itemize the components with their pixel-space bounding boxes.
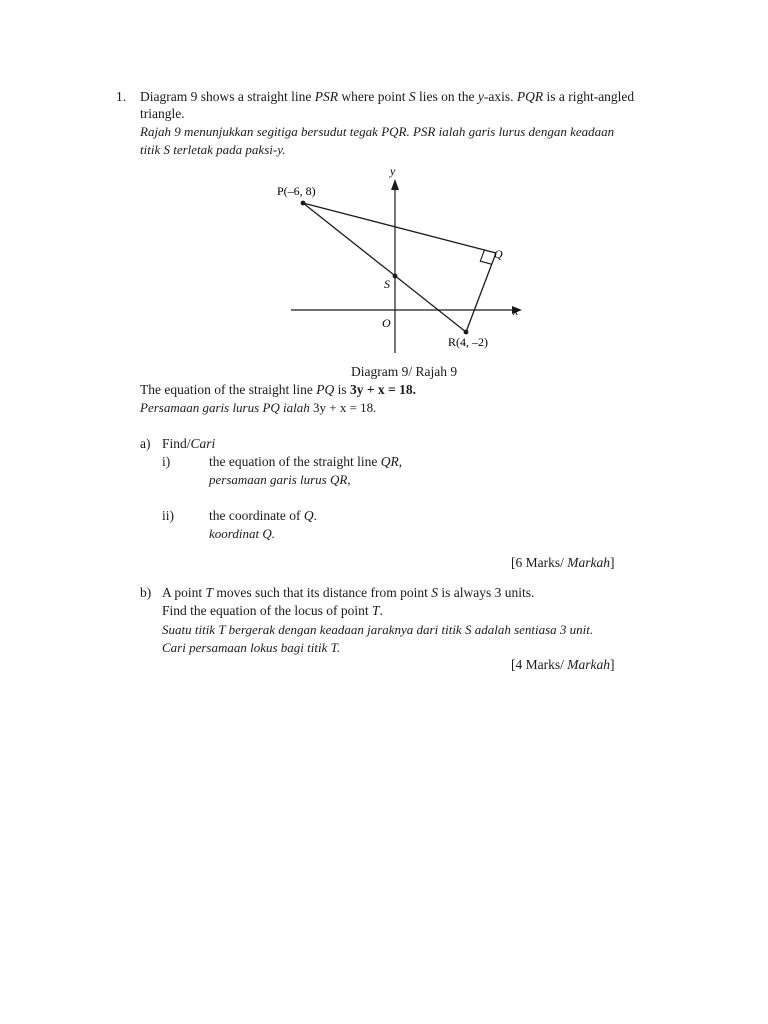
point-p-label: P(–6, 8) — [277, 184, 316, 198]
text-run: the equation of the straight line — [209, 454, 381, 469]
part-b-line2-malay — [162, 639, 340, 656]
text-run: is always 3 units. — [438, 585, 535, 600]
text-run: . — [406, 124, 413, 139]
text-run: Diagram 9 shows a straight line — [140, 89, 315, 104]
text-run: lies on the — [415, 89, 478, 104]
math-term: PQ — [262, 400, 280, 415]
math-term: PSR — [412, 124, 436, 139]
point-s-label: S — [384, 277, 390, 291]
math-term: QR — [330, 472, 348, 487]
text-run: . — [336, 640, 341, 655]
point-s — [393, 274, 398, 279]
part-a-ii-english — [209, 507, 317, 524]
math-term: S — [408, 89, 416, 104]
line-pq — [303, 203, 496, 253]
text-run: is — [334, 382, 350, 397]
point-p — [301, 201, 306, 206]
text-run: adalah sentiasa 3 unit. — [471, 622, 594, 637]
math-term: QR — [380, 454, 399, 469]
text-run: persamaan garis lurus — [209, 472, 330, 487]
intro-malay — [140, 123, 614, 140]
text-run: ialah garis lurus dengan keadaan — [435, 124, 615, 139]
part-a-i-malay — [209, 471, 351, 488]
part-a-i-label: i) — [162, 454, 171, 469]
part-a-label: a) — [140, 436, 151, 451]
text-run: . — [271, 526, 275, 541]
text-run: moves such that its distance from point — [213, 585, 432, 600]
math-term: T — [205, 585, 214, 600]
text-run: is a right-angled — [543, 89, 635, 104]
math-term: T — [371, 603, 380, 618]
equation-term: 3y + x = 18 — [313, 400, 374, 415]
text-run: . — [379, 603, 383, 618]
text-run: ialah — [279, 400, 314, 415]
intro-malay-line2: titik S terletak pada paksi-y. — [140, 142, 286, 157]
text-run: -axis. — [483, 89, 517, 104]
text-run: ] — [610, 657, 615, 672]
text-run: ] — [610, 555, 615, 570]
given-english — [140, 381, 416, 398]
text-run: koordinat — [209, 526, 263, 541]
text-run: Rajah 9 menunjukkan segitiga bersudut tegak — [140, 124, 382, 139]
math-term: S — [464, 622, 472, 637]
question-number: 1. — [116, 89, 127, 104]
intro-english-line2: triangle. — [140, 106, 185, 121]
given-malay — [140, 399, 376, 416]
point-r-label: R(4, –2) — [448, 335, 488, 349]
math-term: Q — [262, 526, 272, 541]
text-run: A point — [162, 585, 206, 600]
part-a-find: Find/Cari — [162, 436, 216, 451]
line-psr — [303, 203, 466, 332]
part-a-ii-label: ii) — [162, 508, 174, 523]
part-a-marks — [511, 554, 615, 571]
intro-english — [140, 88, 634, 105]
math-term: PQR — [381, 124, 407, 139]
diagram-caption: Diagram 9/ Rajah 9 — [351, 364, 458, 379]
text-run: [6 Marks/ — [511, 555, 568, 570]
math-term: S — [431, 585, 438, 600]
text-run: the coordinate of — [209, 508, 304, 523]
text-run: , — [398, 454, 403, 469]
text-run: Persamaan garis lurus — [140, 400, 263, 415]
text-run: Find the equation of the locus of point — [162, 603, 372, 618]
origin-label: O — [382, 316, 391, 330]
part-b-line1-english — [162, 584, 534, 601]
math-term: PQR — [516, 89, 544, 104]
diagram-9 — [270, 160, 530, 360]
italic-term: Markah — [567, 555, 610, 570]
text-run: where point — [337, 89, 409, 104]
math-term: y — [477, 89, 484, 104]
line-qr — [466, 253, 496, 332]
math-term: Q — [303, 508, 314, 523]
part-b-line2-english — [162, 602, 383, 619]
text-run: . — [373, 400, 377, 415]
equation-term: 3y + x = 18. — [349, 382, 416, 397]
y-axis-arrow — [391, 179, 399, 190]
text-run: [4 Marks/ — [511, 657, 568, 672]
text-run: Suatu titik — [162, 622, 219, 637]
point-r — [464, 330, 469, 335]
part-b-label: b) — [140, 585, 152, 600]
y-axis-label: y — [390, 164, 396, 178]
part-b-line1-malay — [162, 621, 593, 638]
math-term: T — [218, 622, 226, 637]
math-term: PSR — [314, 89, 338, 104]
x-axis-label: x — [513, 304, 519, 318]
point-q-label: Q — [494, 247, 503, 261]
text-run: . — [313, 508, 317, 523]
text-run: The equation of the straight line — [140, 382, 317, 397]
math-term: T — [330, 640, 337, 655]
italic-term: Markah — [567, 657, 610, 672]
text-run: bergerak dengan keadaan jaraknya dari titik — [225, 622, 465, 637]
part-a-ii-malay — [209, 525, 275, 542]
text-run: Cari persamaan lokus bagi titik — [162, 640, 331, 655]
text-run: , — [347, 472, 351, 487]
math-term: PQ — [316, 382, 335, 397]
part-b-marks — [511, 656, 615, 673]
part-a-i-english — [209, 453, 402, 470]
